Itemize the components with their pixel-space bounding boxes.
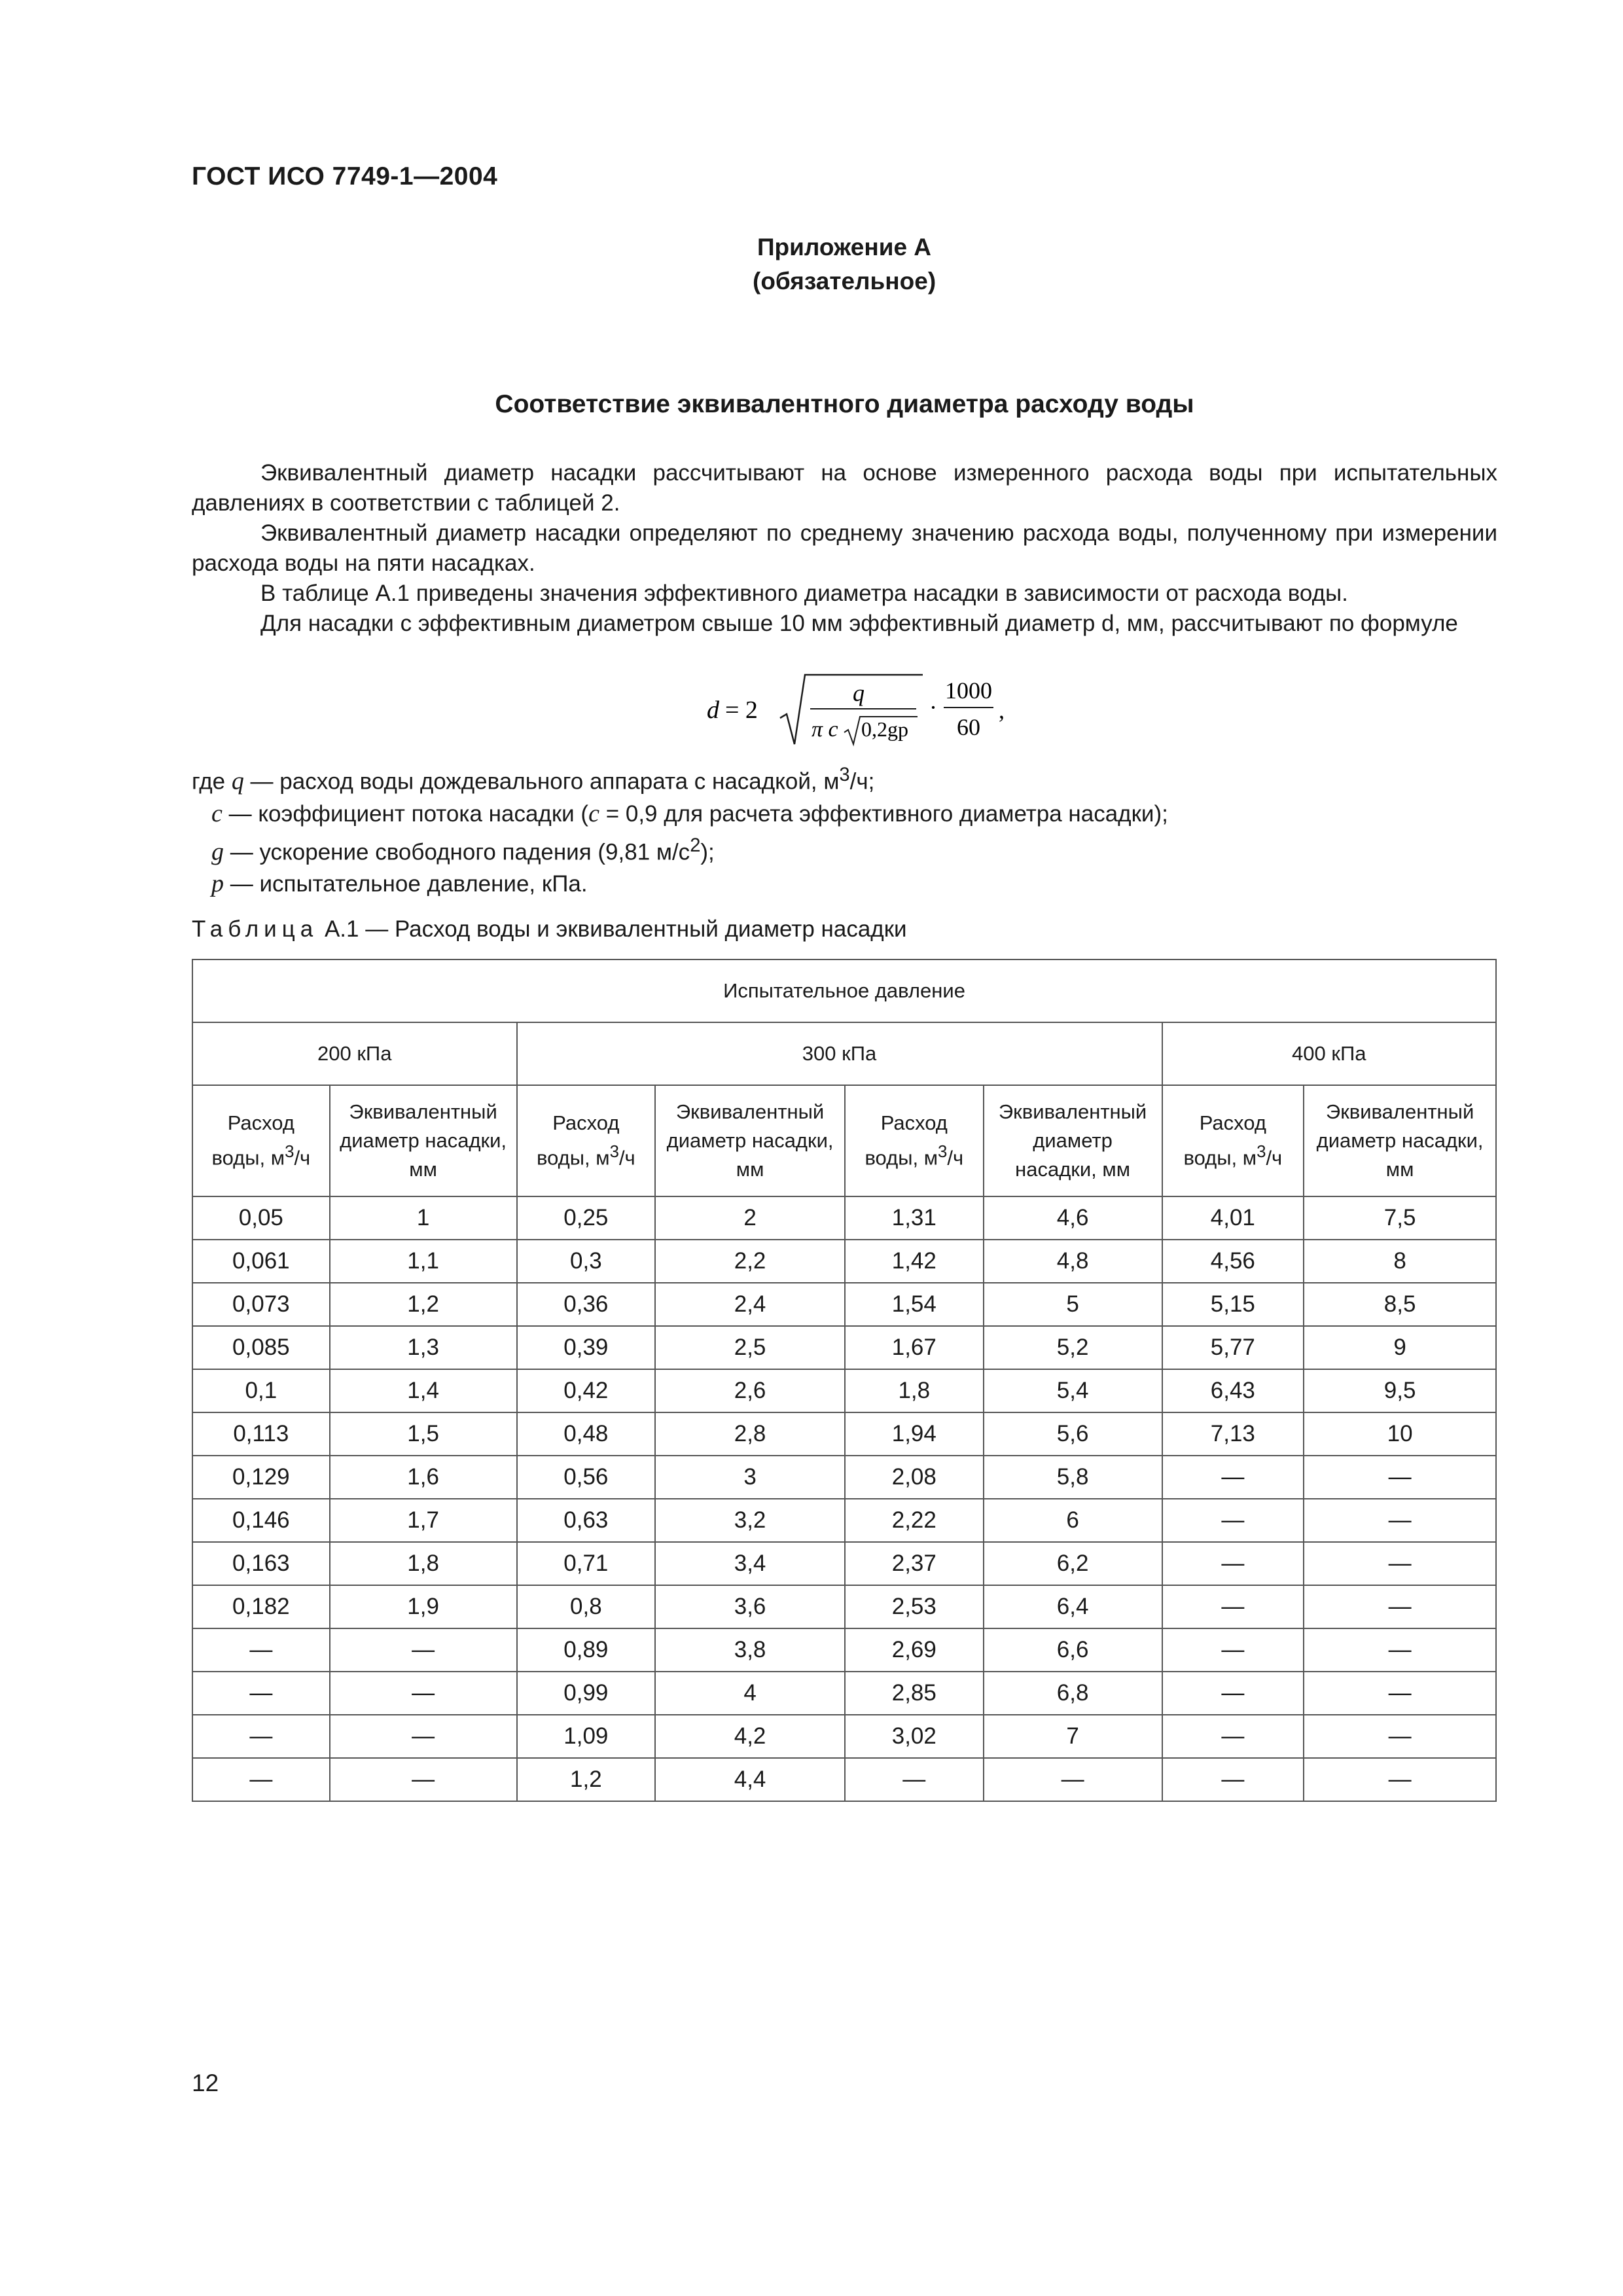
annex-title: Приложение А [757, 234, 932, 260]
page-number: 12 [192, 2070, 219, 2096]
table-cell: 2,08 [845, 1456, 984, 1499]
legend-line-c [192, 798, 1497, 830]
table-cell: 3,2 [655, 1499, 845, 1542]
table-cell: 2,85 [845, 1672, 984, 1715]
table-cell: — [1162, 1672, 1304, 1715]
table-cell: 0,56 [517, 1456, 656, 1499]
table-cell: 2,6 [655, 1369, 845, 1412]
symbol-q: q [231, 767, 244, 795]
table-cell: 1,5 [330, 1412, 517, 1456]
legend-sup: 2 [690, 834, 701, 856]
table-cell: 4,01 [1162, 1196, 1304, 1240]
table-cell: 0,89 [517, 1628, 656, 1672]
legend-line-g [192, 830, 1497, 869]
formula-lhs: d [707, 696, 719, 724]
symbol-c: c [211, 799, 223, 827]
table-cell: 5,2 [984, 1326, 1162, 1369]
table-cell: 2,53 [845, 1585, 984, 1628]
legend-text: — коэффициент потока насадки ( [222, 800, 589, 827]
table-row [192, 1412, 1496, 1456]
pressure-300-header: 300 кПа [517, 1022, 1162, 1085]
formula-frac-num: 1000 [945, 677, 992, 704]
table-cell: 0,061 [192, 1240, 330, 1283]
body-text [192, 458, 1497, 639]
formula-den-prefix: π c [812, 717, 838, 742]
table-cell: — [330, 1715, 517, 1758]
table-cell: — [1162, 1499, 1304, 1542]
table-cell: 1,8 [845, 1369, 984, 1412]
table-cell: 1,94 [845, 1412, 984, 1456]
table-cell: — [192, 1628, 330, 1672]
paragraph: Эквивалентный диаметр насадки определяют по среднему значению расхода воды, полученному при измерении расхода воды на пяти насадках. [192, 520, 1497, 576]
caption-label: Таблица [192, 916, 319, 942]
formula-tail: , [999, 697, 1005, 723]
table-cell: 1 [330, 1196, 517, 1240]
table-cell: 2,69 [845, 1628, 984, 1672]
table-cell: 4,2 [655, 1715, 845, 1758]
table-cell: 1,42 [845, 1240, 984, 1283]
table-cell: 1,09 [517, 1715, 656, 1758]
table-cell: 0,71 [517, 1542, 656, 1585]
table-cell: 0,39 [517, 1326, 656, 1369]
table-cell: — [1304, 1585, 1496, 1628]
table-cell: 1,4 [330, 1369, 517, 1412]
table-cell: 1,1 [330, 1240, 517, 1283]
table-cell: 5,77 [1162, 1326, 1304, 1369]
legend-block [192, 759, 1497, 900]
table-row [192, 1283, 1496, 1326]
table-cell: 0,42 [517, 1369, 656, 1412]
table-row [192, 1585, 1496, 1628]
table-cell: — [330, 1672, 517, 1715]
table-row [192, 1628, 1496, 1672]
col-header-flow: Расход воды, $м^3/ч$ [1162, 1085, 1304, 1196]
table-cell: — [1304, 1672, 1496, 1715]
table-cell: 5,6 [984, 1412, 1162, 1456]
table-cell: 4,56 [1162, 1240, 1304, 1283]
document-id: ГОСТ ИСО 7749-1—2004 [192, 162, 498, 190]
table-row [192, 1369, 1496, 1412]
table-row [192, 1499, 1496, 1542]
table-cell: 4,6 [984, 1196, 1162, 1240]
table-cell: 1,31 [845, 1196, 984, 1240]
table-row [192, 1542, 1496, 1585]
col-header-diameter: Эквивалентный диаметр насадки, мм [330, 1085, 517, 1196]
col-header-flow: Расход воды, $м^3/ч$ [192, 1085, 330, 1196]
table-cell: — [192, 1715, 330, 1758]
table-cell: 0,05 [192, 1196, 330, 1240]
table-row [192, 1715, 1496, 1758]
legend-after: ); [700, 839, 715, 865]
table-cell: 5,15 [1162, 1283, 1304, 1326]
table-cell: 6 [984, 1499, 1162, 1542]
table-cell: 0,99 [517, 1672, 656, 1715]
table-cell: 7,13 [1162, 1412, 1304, 1456]
table-cell: 0,163 [192, 1542, 330, 1585]
table-cell: 1,67 [845, 1326, 984, 1369]
table-cell: 6,6 [984, 1628, 1162, 1672]
table-cell: 3,02 [845, 1715, 984, 1758]
table-cell: 6,2 [984, 1542, 1162, 1585]
table-cell: — [1162, 1542, 1304, 1585]
annex-heading [753, 230, 936, 298]
table-cell: 4,8 [984, 1240, 1162, 1283]
column-header-row [192, 1085, 1496, 1196]
table-cell: 0,8 [517, 1585, 656, 1628]
table-cell: 2,2 [655, 1240, 845, 1283]
table-cell: 2 [655, 1196, 845, 1240]
table-cell: 5,4 [984, 1369, 1162, 1412]
table-cell: 0,085 [192, 1326, 330, 1369]
table-cell: 0,25 [517, 1196, 656, 1240]
table-cell: 8 [1304, 1240, 1496, 1283]
table-cell: 9,5 [1304, 1369, 1496, 1412]
table-cell: 0,1 [192, 1369, 330, 1412]
table-cell: 3,4 [655, 1542, 845, 1585]
table-cell: — [1162, 1715, 1304, 1758]
table-cell: — [1304, 1499, 1496, 1542]
table-cell: — [1162, 1585, 1304, 1628]
test-pressure-header: Испытательное давление [192, 960, 1496, 1022]
section-title: Соответствие эквивалентного диаметра расходу воды [495, 390, 1194, 418]
legend-after: /ч; [849, 768, 875, 795]
legend-text: — ускорение свободного падения (9,81 м/с [224, 839, 690, 865]
table-cell: 2,8 [655, 1412, 845, 1456]
legend-prefix: где [192, 768, 232, 795]
legend-line-p [192, 868, 1497, 900]
legend-line-q [192, 759, 1497, 798]
table-cell: 9 [1304, 1326, 1496, 1369]
table-cell: — [1162, 1456, 1304, 1499]
col-header-diameter: Эквивалентный диаметр насадки, мм [1304, 1085, 1496, 1196]
formula-den-root: 0,2gp [861, 717, 908, 741]
table-cell: — [192, 1672, 330, 1715]
formula-numerator: q [853, 680, 865, 706]
table-cell: — [1304, 1456, 1496, 1499]
table-cell: 10 [1304, 1412, 1496, 1456]
table-cell: 1,6 [330, 1456, 517, 1499]
table-cell: 0,073 [192, 1283, 330, 1326]
formula-frac-den: 60 [957, 714, 980, 740]
caption-text: А.1 — Расход воды и эквивалентный диаметр насадки [318, 916, 907, 942]
table-cell: 3,6 [655, 1585, 845, 1628]
table-row [192, 1196, 1496, 1240]
table-cell: — [984, 1758, 1162, 1801]
paragraph: Эквивалентный диаметр насадки рассчитывают на основе измеренного расхода воды при испытательных давлениях в соответствии с таблицей 2. [192, 460, 1497, 516]
table-cell: 3 [655, 1456, 845, 1499]
table-cell: 1,7 [330, 1499, 517, 1542]
symbol-p: p [211, 870, 224, 898]
table-cell: 1,8 [330, 1542, 517, 1585]
table-cell: 7,5 [1304, 1196, 1496, 1240]
formula-eq: = 2 [725, 696, 758, 724]
legend-text: — расход воды дождевального аппарата с насадкой, м [243, 768, 840, 795]
table-cell: 0,63 [517, 1499, 656, 1542]
table-cell: 2,22 [845, 1499, 984, 1542]
table-cell: 0,129 [192, 1456, 330, 1499]
paragraph: В таблице А.1 приведены значения эффективного диаметра насадки в зависимости от расхода воды. [260, 581, 1348, 606]
table-cell: 3,8 [655, 1628, 845, 1672]
pressure-400-header: 400 кПа [1162, 1022, 1496, 1085]
table-row [192, 1240, 1496, 1283]
paragraph: Для насадки с эффективным диаметром свыше 10 мм эффективный диаметр d, мм, рассчитывают по формуле [260, 611, 1458, 636]
table-caption [192, 916, 907, 942]
legend-text: — испытательное давление, кПа. [224, 871, 588, 897]
table-cell: 5,8 [984, 1456, 1162, 1499]
table-cell: 7 [984, 1715, 1162, 1758]
table-cell: — [1304, 1758, 1496, 1801]
table-cell: 4,4 [655, 1758, 845, 1801]
table-cell: 4 [655, 1672, 845, 1715]
table-row [192, 1758, 1496, 1801]
col-header-flow: Расход воды, $м^3/ч$ [845, 1085, 984, 1196]
dot-operator: · [929, 694, 937, 721]
table-row [192, 1456, 1496, 1499]
symbol-c-inline: c [588, 799, 599, 827]
table-row [192, 1326, 1496, 1369]
table-cell: — [1162, 1758, 1304, 1801]
table-cell: — [845, 1758, 984, 1801]
annex-status: (обязательное) [753, 268, 936, 295]
table-cell: 2,4 [655, 1283, 845, 1326]
table-cell: 6,43 [1162, 1369, 1304, 1412]
table-cell: 0,48 [517, 1412, 656, 1456]
table-cell: — [330, 1758, 517, 1801]
table-cell: 8,5 [1304, 1283, 1496, 1326]
table-cell: — [1304, 1628, 1496, 1672]
table-cell: 0,36 [517, 1283, 656, 1326]
table-cell: — [1304, 1715, 1496, 1758]
col-header-diameter: Эквивалентный диаметр насадки, мм [655, 1085, 845, 1196]
table-cell: 0,182 [192, 1585, 330, 1628]
table-cell: 6,4 [984, 1585, 1162, 1628]
table-row [192, 1672, 1496, 1715]
table-cell: 0,3 [517, 1240, 656, 1283]
table-cell: 2,37 [845, 1542, 984, 1585]
table-cell: 0,146 [192, 1499, 330, 1542]
legend-sup: 3 [839, 764, 850, 785]
flow-diameter-table [192, 959, 1497, 1802]
table-cell: 1,2 [517, 1758, 656, 1801]
table-cell: 5 [984, 1283, 1162, 1326]
table-cell: 1,3 [330, 1326, 517, 1369]
pressure-200-header: 200 кПа [192, 1022, 517, 1085]
symbol-g: g [211, 838, 224, 866]
col-header-flow: Расход воды, $м^3/ч$ [517, 1085, 656, 1196]
table-cell: — [1304, 1542, 1496, 1585]
table-cell: 1,2 [330, 1283, 517, 1326]
legend-text: = 0,9 для расчета эффективного диаметра насадки); [599, 800, 1168, 827]
table-body [192, 1196, 1496, 1801]
table-cell: 2,5 [655, 1326, 845, 1369]
diameter-formula [707, 671, 1008, 756]
table-cell: 6,8 [984, 1672, 1162, 1715]
table-cell: — [192, 1758, 330, 1801]
col-header-diameter: Эквивалентный диаметр насадки, мм [984, 1085, 1162, 1196]
table-cell: 0,113 [192, 1412, 330, 1456]
table-cell: — [330, 1628, 517, 1672]
table-cell: 1,9 [330, 1585, 517, 1628]
table-cell: 1,54 [845, 1283, 984, 1326]
table-cell: — [1162, 1628, 1304, 1672]
